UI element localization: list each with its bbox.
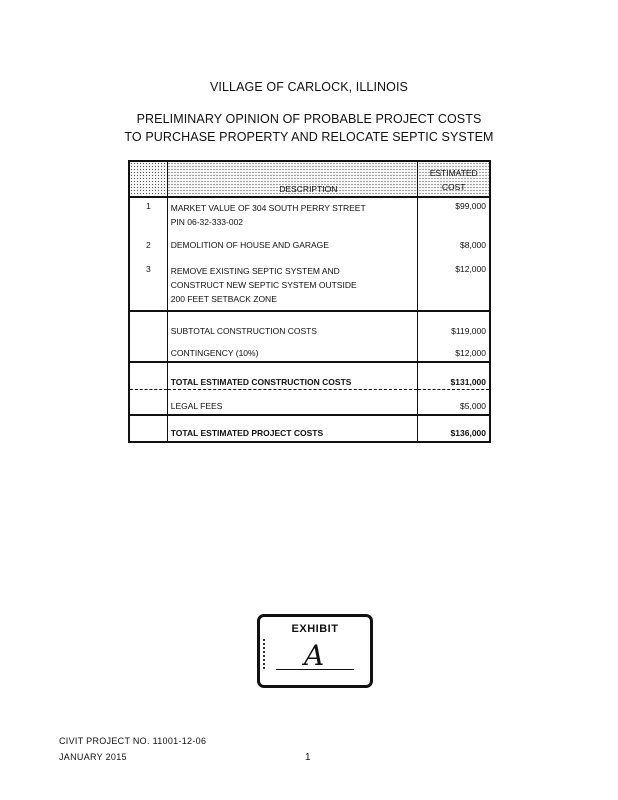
exhibit-underline [276, 669, 354, 670]
item-description [167, 197, 418, 229]
empty-cell [129, 311, 167, 336]
item-number: 2 [129, 229, 167, 250]
header-number-cell [129, 161, 167, 197]
empty-cell [129, 362, 167, 390]
item-description-line: REMOVE EXISTING SEPTIC SYSTEM AND [170, 266, 340, 276]
total-construction-cost: $131,000 [418, 362, 490, 390]
empty-cell [129, 336, 167, 362]
item-number: 1 [129, 197, 167, 229]
exhibit-letter: A [304, 639, 325, 672]
legal-fees-row [129, 390, 490, 416]
contingency-label: CONTINGENCY (10%) [167, 336, 418, 362]
total-project-row [129, 415, 490, 442]
header-description: DESCRIPTION [167, 161, 418, 197]
document-title: VILLAGE OF CARLOCK, ILLINOIS [209, 80, 408, 94]
item-description: DEMOLITION OF HOUSE AND GARAGE [167, 229, 418, 250]
cost-table [128, 160, 491, 443]
table-row [129, 197, 490, 229]
item-cost: $12,000 [455, 264, 486, 274]
stamp-side-mark [263, 639, 269, 669]
item-description-line: 200 FEET SETBACK ZONE [170, 294, 277, 304]
empty-cell [129, 390, 167, 416]
document-subtitle-line1: PRELIMINARY OPINION OF PROBABLE PROJECT COSTS [136, 112, 482, 126]
contingency-row [129, 336, 490, 362]
header-estimated-cost [418, 161, 490, 197]
empty-cell [129, 415, 167, 442]
document-date: JANUARY 2015 [59, 752, 127, 762]
header-cost-line2: COST [441, 182, 466, 192]
legal-fees-cost: $5,000 [418, 390, 490, 416]
item-description-line: CONSTRUCT NEW SEPTIC SYSTEM OUTSIDE [170, 280, 357, 290]
total-project-label: TOTAL ESTIMATED PROJECT COSTS [167, 415, 418, 442]
legal-fees-label: LEGAL FEES [167, 390, 418, 416]
header-cost-line1: ESTIMATED [429, 168, 478, 178]
subtotal-cost: $119,000 [418, 311, 490, 336]
table-row [129, 250, 490, 311]
contingency-cost: $12,000 [455, 348, 486, 358]
project-number: CIVIT PROJECT NO. 11001-12-06 [59, 736, 207, 746]
exhibit-stamp [257, 614, 373, 688]
table-header-row [129, 161, 490, 197]
total-construction-label: TOTAL ESTIMATED CONSTRUCTION COSTS [167, 362, 418, 390]
total-construction-row [129, 362, 490, 390]
page-number: 1 [305, 752, 311, 763]
item-cost: $8,000 [460, 240, 486, 250]
item-description-line: MARKET VALUE OF 304 SOUTH PERRY STREET [170, 203, 366, 213]
item-number: 3 [129, 250, 167, 311]
subtotal-label: SUBTOTAL CONSTRUCTION COSTS [167, 311, 418, 336]
document-subtitle-line2: TO PURCHASE PROPERTY AND RELOCATE SEPTIC SYSTEM [124, 130, 494, 144]
exhibit-label: EXHIBIT [291, 623, 339, 635]
total-project-cost: $136,000 [418, 415, 490, 442]
item-description [167, 250, 418, 311]
table-row [129, 229, 490, 250]
item-description-line: PIN 06-32-333-002 [170, 217, 244, 227]
item-cost: $99,000 [418, 197, 490, 229]
subtotal-row [129, 311, 490, 336]
